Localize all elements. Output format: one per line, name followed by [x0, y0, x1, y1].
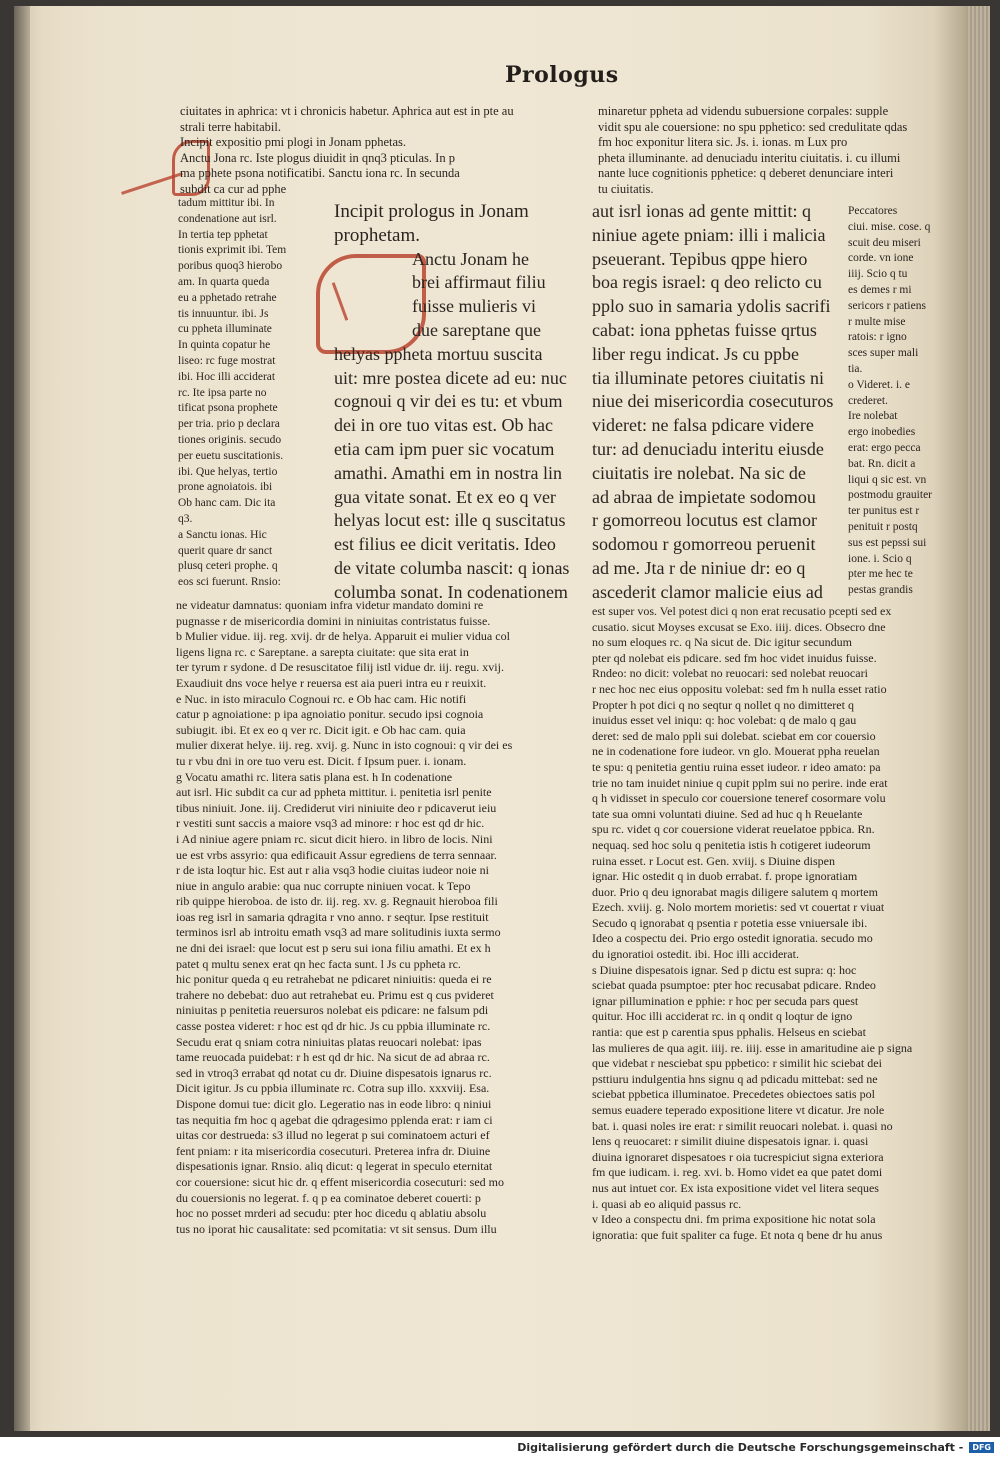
text-line: Incipit expositio pmi plogi in Jonam pphetas.: [180, 135, 407, 149]
text-line: Ire nolebat: [848, 410, 898, 423]
text-line: te spu: q penitetia gentiu ruina esset iudeor. r ideo amato: pa: [592, 759, 881, 774]
text-line: subdit ca cur ad pphe: [180, 181, 287, 196]
text-line: Secudo q ignorabat q psentia r potetia esse vniuersale ibi.: [592, 915, 868, 930]
text-line: Exaudiuit dns voce helye r reuersa est aia pueri intra eu r reuixit.: [176, 675, 487, 690]
text-line: prone agnoiatois. ibi: [178, 481, 273, 494]
text-line: pplo suo in samaria ydolis sacrifi: [592, 296, 831, 317]
text-line: est super vos. Vel potest dici q non erat recusatio pcepti sed ex: [592, 604, 892, 618]
text-line: tis innuuntur. ibi. Js: [178, 307, 269, 320]
text-line: pseuerant. Tepibus qppe hiero: [592, 248, 808, 269]
text-line: Rndeo: no dicit: volebat no reuocari: sed nolebat reuocari: [592, 666, 868, 681]
text-line: am. In quarta queda: [178, 275, 270, 288]
text-line: etia cam ipm puer sic vocatum: [334, 438, 555, 459]
text-line: no sum eloques rc. q Na sicut de. Dic igitur secundum: [592, 635, 852, 650]
text-line: dispesationis ignar. Rnsio. aliq dicut: q legerat in speculo eternitat: [176, 1159, 493, 1174]
text-line: aut isrl. Hic subdit ca cur ad ppheta mittitur. i. penitetia isrl penite: [176, 785, 492, 800]
text-line: tiones originis. secudo: [178, 433, 282, 446]
text-line: est filius ee dicit veritatis. Ideo: [334, 534, 556, 555]
text-line: Dicit igitur. Js cu ppbia illuminate rc. Cotra sup illo. xxxviij. Esa.: [176, 1081, 490, 1096]
prologue-heading: [334, 200, 574, 248]
text-line: es demes r mi: [848, 283, 912, 296]
text-line: s Diuine dispesatois ignar. Sed p dictu est supra: q: hoc: [592, 962, 857, 977]
text-line: tate sua omni voluntati diuine. Sed ad huc q h Reuelante: [592, 806, 863, 821]
text-line: o Videret. i. e: [848, 378, 911, 391]
text-line: tia.: [848, 362, 863, 375]
text-line: duor. Prio q deu ignorabat magis diligere salutem q mortem: [592, 884, 878, 899]
text-line: ignar pillumination e pphie: r hoc per secuda pars quest: [592, 993, 859, 1008]
text-line: mulier dixerat helye. iij. reg. xvij. g. Nunc in isto cognoui: q vir dei es: [176, 738, 513, 753]
text-line: spu rc. videt q cor couersione viderat reuelatoe ppbica. Rn.: [592, 822, 875, 837]
text-line: amathi. Amathi em in nostra lin: [334, 462, 562, 483]
text-line: semus euadere teperado expositione litere vt dicatur. Jre nole: [592, 1103, 885, 1117]
text-line: ioas reg isrl in samaria qdragita r vno anno. r seqtur. Ipse restituit: [176, 909, 489, 924]
text-line: niue dei misericordia cosecuturos: [592, 391, 834, 412]
text-line: postmodu grauiter: [848, 489, 932, 502]
text-line: fm hoc exponitur litera sic. Js. i. ionas. m Lux pro: [598, 135, 848, 149]
text-line: tas nequitia fm hoc q agebat die qdragesimo pplenda erat: r iam ci: [176, 1112, 493, 1127]
text-line: deret: sed de malo ppli sui dolebat. sciebat em cor couersio: [592, 728, 876, 743]
text-line: ignar. Hic ostedit q in duob errabat. f. prope ignoratiam: [592, 869, 858, 884]
main-text-body-1: [334, 248, 574, 605]
text-line: Anctu Jonam he: [412, 248, 529, 269]
text-line: ligens ligna rc. c Sareptane. a sarepta ciuitate: que sita erat in: [176, 644, 469, 659]
text-line: hoc no posset mrderi ad secudu: pter hoc dicedu q ablatiu absolu: [176, 1206, 487, 1221]
left-marginal-gloss: [178, 196, 326, 591]
text-line: ad me. Jta r de niniue dr: eo q: [592, 557, 806, 578]
text-line: fm que iudicam. i. reg. xvi. b. Homo videt ea que patet domi: [592, 1165, 883, 1180]
text-line: pheta illuminante. ad denuciadu interitu ciuitatis. i. cu illumi: [598, 150, 901, 165]
text-line: In quinta copatur he: [178, 339, 271, 352]
text-line: ascederit clamor malicie eius ad: [592, 581, 823, 602]
text-line: sciebat ppbetica illuminatoe. Precedetes obiectoes satis pol: [592, 1087, 875, 1102]
text-line: terminos isrl ab introitu emath vsq3 ad mare solitudinis iuxta sermo: [176, 925, 501, 940]
text-line: plusq ceteri prophe. q: [178, 560, 278, 573]
text-line: nante luce cognitionis pphetice: q deberet denunciare interi: [598, 166, 894, 180]
text-line: liber regu indicat. Js cu ppbe: [592, 343, 799, 364]
text-line: tionis exprimit ibi. Tem: [178, 244, 287, 257]
text-line: r multe mise: [848, 315, 906, 328]
text-line: pter me hec te: [848, 568, 913, 581]
text-line: inuidus esset vel iniqu: q: hoc volebat: q de malo q gau: [592, 713, 857, 728]
text-line: helyas locut est: ille q suscitatus: [334, 510, 566, 531]
text-line: scuit deu miseri: [848, 236, 921, 249]
text-line: iiij. Scio q tu: [848, 268, 908, 281]
text-line: minaretur ppheta ad videndu subuersione corpales: supple: [598, 104, 889, 118]
text-line: querit quare dr sanct: [178, 544, 273, 557]
text-line: q3.: [178, 512, 193, 525]
text-line: tia illuminate petores ciuitatis ni: [592, 367, 824, 388]
text-line: i Ad niniue agere pniam rc. sicut dicit hiero. in libro de locis. Nini: [176, 831, 493, 846]
main-text-column-2: [592, 200, 842, 605]
text-line: eu a pphetado retrahe: [178, 291, 277, 304]
right-marginal-gloss: [848, 204, 942, 599]
text-line: tificat psona prophete: [178, 402, 278, 415]
text-line: du couersionis no legerat. f. q p ea cominatoe deberet couerti: p: [176, 1190, 481, 1205]
text-line: Incipit prologus in Jonam: [334, 201, 529, 222]
text-line: prophetam.: [334, 224, 421, 246]
text-line: quitur. Hoc illi acciderat rc. in q ondit q loqtur de igno: [592, 1009, 853, 1024]
text-line: Ezech. xviij. g. Nolo mortem morietis: sed vt couertat r viuat: [592, 900, 885, 915]
text-line: sus est pepssi sui: [848, 536, 927, 549]
text-line: sed in vtroq3 errabat qd notat cu dr. Diuine dispesatois ignarus rc.: [176, 1065, 492, 1080]
text-line: pestas grandis: [848, 584, 913, 597]
text-line: diuina ignoraret dispesatoes r oia tucrespiciut signa exteriora: [592, 1149, 884, 1164]
running-head: Prologus: [505, 62, 619, 88]
text-line: sodomou r gomorreou peruenit: [592, 534, 816, 555]
funding-note: Digitalisierung gefördert durch die Deutsche Forschungsgemeinschaft -: [517, 1440, 964, 1454]
book-gutter: [14, 6, 30, 1431]
text-line: poribus quoq3 hierobo: [178, 260, 283, 273]
text-line: penituit r postq: [848, 520, 918, 533]
text-line: fuisse mulieris vi: [412, 296, 536, 317]
text-line: tus no iporat hic causalitate: sed pcomitatia: vt sit sensus. Dum illu: [176, 1221, 497, 1236]
text-line: que videbat r nesciebat spu ppbetico: r similit hic sciebat dei: [592, 1056, 882, 1071]
text-line: helyas ppheta mortuu suscita: [334, 343, 543, 364]
text-line: erat: ergo pecca: [848, 441, 921, 454]
text-line: ma pphete psona notificatibi. Sanctu iona rc. In secunda: [180, 166, 460, 180]
text-line: trie no tam inuidet niniue q cupit pplm sui no perire. inde erat: [592, 775, 888, 790]
text-line: ne videatur damnatus: quoniam infra videtur mandato domini re: [176, 598, 484, 612]
text-line: brei affirmaut filiu: [412, 272, 546, 293]
text-line: videret: ne falsa pdicare videre: [592, 415, 814, 436]
top-right-commentary: [598, 104, 938, 197]
text-line: ciuitatis ire nolebat. Na sic de: [592, 462, 806, 483]
text-line: Anctu Jona rc. Iste plogus diuidit in qnq3 pticulas. In p: [180, 150, 455, 165]
text-line: ignoratia: que fuit spaliter ca fuge. Et nota q bene dr hu anus: [592, 1227, 883, 1242]
text-line: ione. i. Scio q: [848, 552, 912, 565]
text-line: Propter h pot dici q no seqtur q nollet q no dimitteret q: [592, 697, 854, 712]
text-line: corde. vn ione: [848, 252, 914, 265]
text-line: ter tyrum r sydone. d De resuscitatoe filij istl vidue dr. iij. regu. xvij.: [176, 660, 504, 675]
text-line: du ignoratioi ostedit. ibi. Hoc illi acciderat.: [592, 947, 799, 962]
text-line: Ideo a cospectu dei. Prio ergo ostedit ignoratia. secudo mo: [592, 931, 873, 946]
text-line: psttiuru indulgentia hns signu q ad pdicadu mittebat: sed ne: [592, 1071, 878, 1086]
text-line: niue in angulo arabie: qua nuc corrupte niniuen vocat. k Tepo: [176, 878, 471, 893]
text-line: trahere no debebat: duo aut retrahebat eu. Primu est q cus pvideret: [176, 987, 494, 1002]
commentary-left-column: [176, 598, 580, 1237]
text-line: rantia: que est p carentia spus pphalis. Helseus en sciebat: [592, 1025, 866, 1040]
text-line: per euetu suscitationis.: [178, 449, 284, 462]
text-line: b Mulier vidue. iij. reg. xvij. dr de helya. Apparuit ei mulier vidua col: [176, 629, 510, 644]
text-line: condenatione aut isrl.: [178, 212, 277, 225]
text-line: liqui q sic est. vn: [848, 473, 927, 486]
text-line: q h vidisset in speculo cor couersione teneref cosormare volu: [592, 791, 886, 806]
text-line: r de ista loqtur hic. Est aut r alia vsq3 hodie ciuitas iudeor noie ni: [176, 863, 489, 878]
text-line: ratois: r igno: [848, 331, 907, 344]
text-line: ter punitus est r: [848, 505, 920, 518]
text-line: vidit spu ale couersione: no spu pphetico: sed credulitate qdas: [598, 119, 908, 134]
text-line: cognoui q vir dei es tu: et vbum: [334, 391, 563, 412]
text-line: ue est vrbs assyrio: qua edificauit Assur egrediens de terra sennaar.: [176, 847, 497, 862]
text-line: patet q multu senex erat qn hec facta sunt. l Js cu ppheta rc.: [176, 956, 461, 971]
dfg-logo: DFG: [969, 1442, 994, 1453]
text-line: r gomorreou locutus est clamor: [592, 510, 817, 531]
text-line: tame reuocada puidebat: r h est qd dr hic. Na sicut de ad abraa rc.: [176, 1050, 490, 1065]
text-line: uit: mre postea dicete ad eu: nuc: [334, 367, 567, 388]
text-line: v Ideo a conspectu dni. fm prima expositione hic notat sola: [592, 1212, 876, 1227]
text-line: eos sci fuerunt. Rnsio:: [178, 576, 281, 589]
text-line: lens q reuocaret: r similit diuine dispesatois ignar. i. quasi: [592, 1134, 869, 1149]
text-line: ibi. Hoc illi acciderat: [178, 370, 276, 383]
text-line: tu ciuitatis.: [598, 181, 654, 196]
text-line: columba sonat. In codenationem: [334, 581, 568, 602]
text-line: casse postea videret: r hoc est qd dr hic. Js cu ppbia illuminate rc.: [176, 1019, 491, 1034]
text-line: fent pniam: r ita misericordia cosecuturi. Preterea infra dr. Diuine: [176, 1143, 491, 1158]
text-line: tibus niniuit. Jone. iij. Crediderut viri niniuite deo r pdicaverut ieiu: [176, 800, 497, 815]
text-line: las mulieres de qua agit. iiij. re. iiij. esse in amaritudine aie p signa: [592, 1040, 913, 1055]
text-line: tu r vbu dni in ore tuo veru est. Dicit. f Ipsum puer. i. ionam.: [176, 753, 467, 768]
text-line: sces super mali: [848, 347, 919, 360]
text-line: i. quasi ab eo aliquid passus rc.: [592, 1196, 742, 1211]
text-line: r vestiti sunt saccis a maiore vsq3 ad minore: r hoc est qd dr hic.: [176, 816, 485, 831]
text-line: niniue agete pniam: illi i malicia: [592, 224, 826, 245]
text-line: e Nuc. in isto miraculo Cognoui rc. e Ob hac cam. Hic notifi: [176, 691, 467, 706]
text-line: ergo inobedies: [848, 426, 916, 439]
text-line: crederet.: [848, 394, 888, 407]
text-line: catur p agnoiatione: p ipa agnoiatio ponitur. secudo ipsi cognoia: [176, 707, 484, 722]
text-line: ibi. Que helyas, tertio: [178, 465, 278, 478]
text-line: dei in ore tuo vitas est. Ob hac: [334, 415, 553, 436]
text-line: ad abraa de impietate sodomou: [592, 486, 816, 507]
text-line: cu ppheta illuminate: [178, 323, 272, 336]
text-line: tadum mittitur ibi. In: [178, 197, 275, 209]
text-line: In tertia tep pphetat: [178, 228, 268, 241]
text-line: rc. Ite ipsa parte no: [178, 386, 267, 399]
text-line: rib quippe hieroboa. de isto dr. iij. reg. xv. g. Regnauit hieroboa fili: [176, 894, 498, 909]
text-line: strali terre habitabil.: [180, 119, 282, 134]
text-line: boa regis israel: q deo relicto cu: [592, 272, 822, 293]
text-line: uitas cor destrueda: s3 illud no legerat p sui cominatoem acturi ef: [176, 1128, 490, 1143]
page-edges: [968, 6, 990, 1431]
text-line: bat. Rn. dicit a: [848, 457, 916, 470]
text-line: r nec hoc nec eius oppositu volebat: sed fm h nulla esset ratio: [592, 681, 887, 696]
text-line: aut isrl ionas ad gente mittit: q: [592, 201, 811, 221]
text-line: tur: ad denuciadu interitu eiusde: [592, 438, 824, 459]
text-line: cor couersione: sicut hic dr. q effent misericordia cosecuturi: sed mo: [176, 1174, 505, 1189]
text-line: cabat: iona pphetas fuisse qrtus: [592, 319, 817, 340]
text-line: Dispone domui tue: dicit glo. Legeratio nas in eode libro: q niniui: [176, 1097, 492, 1111]
text-line: de vitate columba nascit: q ionas: [334, 557, 570, 578]
commentary-right-column: [592, 604, 942, 1243]
text-line: a Sanctu ionas. Hic: [178, 528, 267, 541]
footer-bar: [0, 1437, 1000, 1457]
text-line: sciebat quada psumptoe: pter hoc recusabat pdicare. Rndeo: [592, 978, 876, 993]
text-line: sericors r patiens: [848, 299, 926, 312]
text-line: ciuitates in aphrica: vt i chronicis habetur. Aphrica aut est in pte au: [180, 104, 514, 118]
text-line: nequaq. sed hoc solu q penitetia istis h cotigeret iudeorum: [592, 837, 871, 852]
text-line: ciui. mise. cose. q: [848, 220, 931, 233]
text-line: due sareptane que: [412, 319, 541, 340]
main-text-column-1: [334, 200, 574, 605]
text-line: niniuitas p penitetia reuersuros nolebat eis pdicare: ne falsum pdi: [176, 1003, 489, 1018]
text-line: hic ponitur queda q eu retrahebat ne pdicaret niniuitis: queda ei re: [176, 972, 492, 987]
text-line: Peccatores: [848, 205, 898, 217]
text-line: liseo: rc fuge mostrat: [178, 354, 276, 367]
text-line: nus aut intuet cor. Ex ista expositione videt vel litera seques: [592, 1180, 879, 1195]
text-line: cusatio. sicut Moyses excusat se Exo. iiij. dices. Obsecro dne: [592, 619, 886, 634]
text-line: pter qd nolebat eis pdicare. sed fm hoc videt inuidus fuisse.: [592, 650, 877, 665]
text-line: ruina esset. r Locut est. Gen. xviij. s Diuine dispen: [592, 853, 835, 868]
text-line: pugnasse r de misericordia domini in niniuitas contristatus fuisse.: [176, 613, 491, 628]
text-line: ne in codenatione fore iudeor. vn glo. Mouerat ppha reuelan: [592, 744, 880, 759]
text-line: subiugit. ibi. Et ex eo q ver rc. Dicit igit. e Ob hac cam. quia: [176, 722, 466, 737]
text-line: Ob hanc cam. Dic ita: [178, 497, 276, 510]
text-line: bat. i. quasi noles ire erat: r similit reuocari nolebat. i. quasi no: [592, 1118, 893, 1133]
text-line: per tria. prio p declara: [178, 418, 280, 431]
text-line: ne dni dei israel: que locut est p seru sui iona filiu amathi. Et ex h: [176, 941, 491, 956]
top-left-commentary: [180, 104, 576, 197]
text-line: gua vitate sonat. Et ex eo q ver: [334, 486, 556, 507]
text-line: Secudu erat q sniam cotra niniuitas platas reuocari nolebat: ipas: [176, 1034, 482, 1049]
text-line: g Vocatu amathi rc. litera satis plana est. h In codenatione: [176, 769, 453, 784]
